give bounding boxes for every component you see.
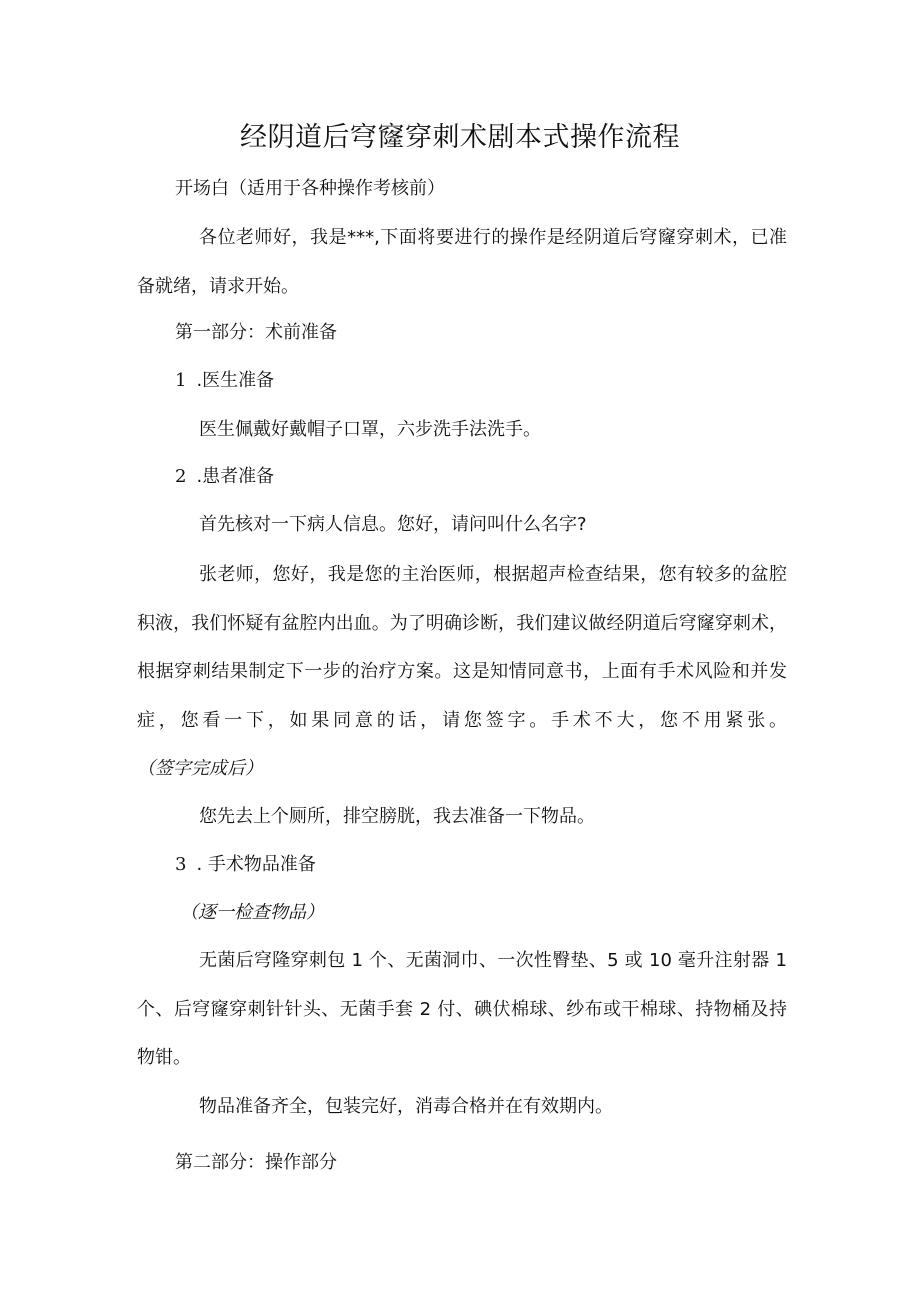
opening-text: 各位老师好，我是***,下面将要进行的操作是经阴道后穹窿穿刺术，已准备就绪，请求开始。	[137, 227, 787, 297]
section3-heading: . 手术物品准备	[196, 854, 316, 875]
section2-heading: .患者准备	[196, 466, 275, 487]
section1-heading-line	[175, 367, 274, 395]
section3-note: （逐一检查物品）	[180, 902, 324, 923]
section2-number: 2	[175, 466, 187, 487]
section3-items-text: 无菌后穹隆穿刺包 1 个、无菌洞巾、一次性臀垫、5 或 10 毫升注射器 1 个、后穹窿穿刺针针头、无菌手套 2 付、碘伏棉球、纱布或干棉球、持物桶及持物钳。	[137, 950, 787, 1068]
section1-number: 1	[175, 370, 187, 391]
part2-heading: 第二部分：操作部分	[175, 1152, 337, 1173]
opening-heading: 开场白（适用于各种操作考核前）	[175, 178, 445, 199]
section3-check-text: 物品准备齐全，包装完好，消毒合格并在有效期内。	[199, 1096, 613, 1117]
section2-text2-main: 张老师，您好，我是您的主治医师，根据超声检查结果，您有较多的盆腔积液，我们怀疑有盆腔内出血。为了明确诊断，我们建议做经阴道后穹窿穿刺术，根据穿刺结果制定下一步的治疗方案。这是知情同意书，上面有手术风险和并发症，您看一下，如果同意的话，请您签字。手术不大，您不用紧张。	[137, 564, 787, 731]
section2-heading-line	[175, 463, 274, 491]
part1-heading: 第一部分：术前准备	[175, 322, 337, 343]
section3-heading-line	[175, 851, 316, 879]
section2-text3: 您先去上个厕所，排空膀胱，我去准备一下物品。	[199, 806, 595, 827]
section2-text2-note: （签字完成后）	[137, 758, 263, 779]
section1-heading: .医生准备	[196, 370, 275, 391]
document-title: 经阴道后穹窿穿刺术剧本式操作流程	[240, 122, 680, 153]
section2-text1: 首先核对一下病人信息。您好，请问叫什么名字?	[199, 514, 587, 535]
section1-text: 医生佩戴好戴帽子口罩，六步洗手法洗手。	[199, 419, 541, 440]
section2-text2	[137, 551, 787, 794]
section3-number: 3	[175, 854, 187, 875]
